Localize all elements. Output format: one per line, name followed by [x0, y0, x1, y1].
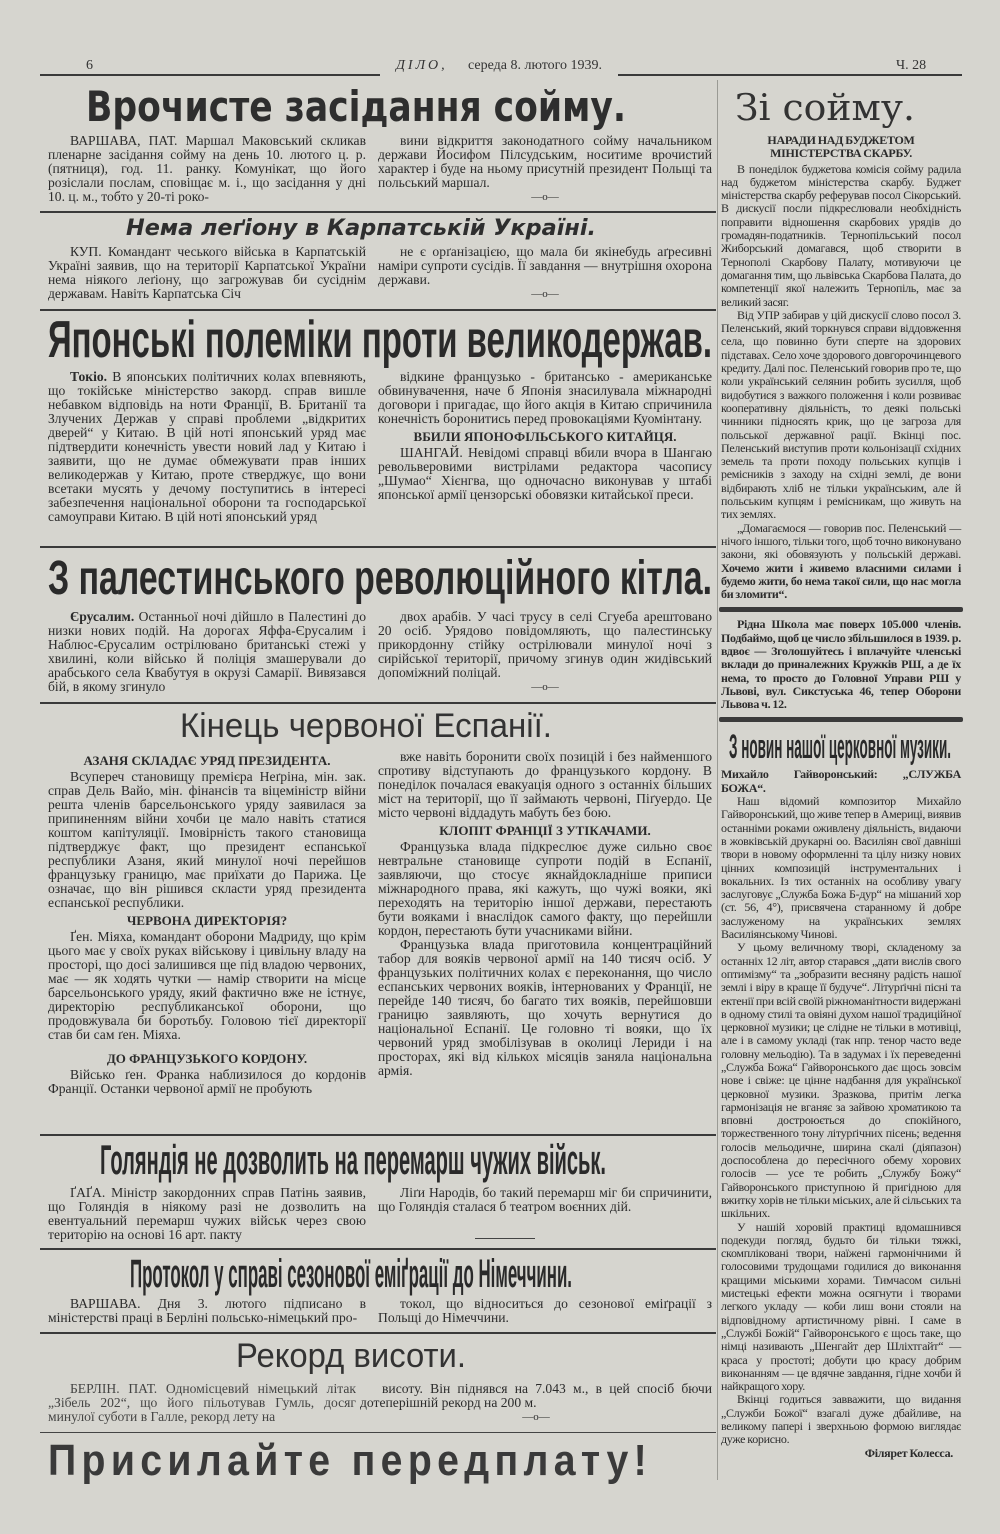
header-rule [40, 74, 380, 76]
article-body-col1: ҐАҐА. Міністр закордонних справ Патінь заявив, що Голяндія в ніякому разі не дозволить на евентуальний перемарш чужих військ через свою територію на основі 16 арт. пакту [48, 1186, 366, 1242]
headline-palestine: З палестинського революційного кітла. [48, 552, 712, 605]
article-body-col2: токол, що відноситься до сезонової еміґрації з Польщі до Німеччини. [378, 1297, 712, 1325]
section-divider [40, 546, 716, 548]
article-body-col2: вини відкриття законодатного сойму начальником держави Йосифом Пілсудським, носитиме врочистий характер і буде на ньому присутній президент Польщі та польський маршал. —o— [378, 134, 712, 203]
section-divider [40, 211, 716, 213]
section-divider [40, 1248, 716, 1250]
article-body-col1: АЗАНЯ СКЛАДАЄ УРЯД ПРЕЗИДЕНТА. Всупереч становищу премієра Неґріна, мін. зак. справ Дель Вайо, мін. фінансів та віцеміністр війни решта членів барсельонського уряду заявилася за припиненням війни хочби це мало навіть статися коштом капітуляції. Імовірність такого становища підтверджує факт, що президент еспанської республики Азаня, який минулої ночі перейшов французьку границю, має приїхати до Парижа. Це означає, що він рішився скласти уряд президента еспанської республики. ЧЕРВОНА ДИРЕКТОРІЯ? Ґен. Міяха, командант оборони Мадриду, що крім цього має у своїх руках військову і цивільну владу на просторі, що досі залишився ще під владою червоних, має — як ходять чутки — намір створити на місце барсельонського уряду, який фактично вже не істнує, директорію республиканської оборони, що продовжувала би боротьбу. Головою тієї директорії став би сам ґен. Міяха. ДО ФРАНЦУЗЬКОГО КОРДОНУ. Військо ґен. Франка наблизилося до кордонів Франції. Останки червоної армії не пробують [48, 753, 366, 1096]
headline-japan-polemics: Японські полеміки проти великодержав. [48, 311, 712, 369]
subheading: ДО ФРАНЦУЗЬКОГО КОРДОНУ. [106, 1051, 308, 1066]
column-divider [717, 80, 718, 1480]
section-divider [40, 1432, 716, 1433]
article-body-col2: Ліґи Народів, бо такий перемарш міг би спричинити, що Голяндія сталася б театром воєнних дій. [378, 1186, 712, 1214]
headline-altitude-record: Рекорд висоти. [236, 1337, 466, 1375]
subheading: НАРАДИ НАД БУДЖЕТОМ МІНІСТЕРСТВА СКАРБУ. [767, 133, 915, 161]
subscription-banner: Присилайте передплату! [48, 1436, 652, 1485]
article-body-col2: відкине французько - британсько - американське обвинувачення, наче б Японія знасилувала міжнародні договори і пригадає, що його акція в Китаю спричинила конечність боронитись перед провокаціями Куомінтану. ВБИЛИ ЯПОНОФІЛЬСЬКОГО КИТАЙЦЯ. ШАНГАЙ. Невідомі справці вбили вчора в Шангаю револьверовими вистрілами редактора часопису „Шумао“ Хієнгва, що одночасно виконував у штабі японської армії цензорські обовязки китайської преси. [378, 370, 712, 502]
music-article-body: Михайло Гайворонський: „СЛУЖБА БОЖА“. Наш відомий композитор Михайло Гайворонський, що живе тепер в Америці, виявив останніми роками оживлену діяльність, видаючи в жовківській друкарні оо. Василіян свої давніші твори в новому оформленні та цілу низку нових цінних композицій інструментальних і вокальних. Із тих останніх на особливу увагу заслуговує „Служба Божа Б-дур“ на мішаний хор (ст. 56, 4°), присвячена старанному й добре заслуженому на українських землях Василіянському Чинові. У цьому величному творі, складеному за останніх 12 літ, автор старався „дати вислів свого оптимізму“ та „зобразити весняну радість нашої землі і віру в краще її будуче“. Літурґічні пісні та ектенії при всій своїй ріжноманітности видержані в одному стилі та овіяні духом нашої традиційної церковної музики; це слідне не тільки в мотивіці, але і в самому укладі (так нпр. тенор часто веде головну мельодію). Та в задумах і їх переведенні „Служба Божа“ Гайворонського дає щось зовсім нове і свіже: це цінне надбання для української церковної музики. Зразкова, притім легка гармонізація не вганяє за зайвою хроматикою та вповні достроюється до спокійного, торжественного тону літурґічних пісень; ведення голосів мельодичне, ширина скалі (діяпазон) доспособлена до пересічного обему хорових голосів — усе те робить „Службу Божу“ Гайворонського приступною й пригідною для вжитку хорів не тільки міських, але й сільських та шкільних. У нашій хоровій практиці вдомашнився подекуди погляд, будьто би тільки тяжкі, скомпліковані твори, наїжені гармонічними й голосовими трудощами годилися до виконання кращими міськими хорами. Тимчасом сильні мистецькі ефекти можна осягнути і творами легкого укладу — коби лиш вони стояли на відповідному артистичному рівні. І саме в „Службі Божій“ Гайворонського є щось таке, що німці називають „Шенгайт дер Шліхтгайт“ — краса у простоті; добути цю красу добрим виконанням — це вдячне завдання, гідне хочби й найкращого хору. Вкінці годиться завважити, що видання „Служби Божої“ взагалі дуже дбайливе, на великому папері і зверхньою формою виглядає дуже корисно. Філярет Колесса. [721, 767, 961, 1460]
section-divider [40, 1332, 716, 1334]
page-number: 6 [86, 58, 93, 73]
article-body-col2: вже навіть боронити своїх позицій і без найменшого спротиву відступають до французького кордону. В понеділок почалася евакуація одного з останніх більших міст на території, що її займають червоні, Піґуердо. Це місто червоні віддадуть мабуть без бою. КЛОПІТ ФРАНЦІЇ З УТІКАЧАМИ. Французька влада підкреслює дуже сильно своє невтральне становище супроти подій в Еспанії, заявляючи, що стосує якнайдокладніше приписи міжнародного права, які кажуть, що чужі вояки, які переходять на територію іншої держави, перестають бути вояками і внаслідок самого факту, що перейшли кордон, перестають бути учасниками війни. Французька влада приготовила концентраційний табор для вояків червоної армії на 140 тисяч осіб. У французьких політичних колах є переконання, що число еспанських червоних вояків, інтернованих у Франції, не перейде 140 тисяч, бо багато тих вояків, перейшовши границю заявляють, що хочуть вернутися до національної Еспанії. Це головно ті вояки, що їх червоний уряд змобілізував в околиці Лериди і на просторах, які від кількох місяців заняла національна армія. [378, 750, 712, 1078]
author-signature: Філярет Колесса. [864, 1445, 953, 1460]
headline-holland: Голяндія не дозволить на перемарш чужих військ. [100, 1136, 606, 1183]
subheading: КЛОПІТ ФРАНЦІЇ З УТІКАЧАМИ. [439, 823, 651, 838]
article-body-col1: Токіо. В японських політичних колах впевняють, що токійське міністерство закорд. справ вишле небавком відповідь на ноти Франції, В. Британії та Злучених Держав у справі проблеми „відкритих дверей“ у Китаю. В цій ноті японський уряд має підтвердити конечність увести новий лад у Китаю і заявити, що не думає обмежувати прав інших великодержав у Китаю, проте стверджує, що вони всетаки мусять у дечому поступитись в інтересі забезпечення національної оборони та господарської самоуправи Китаю. В цій ноті японський уряд [48, 370, 366, 524]
article-body-col2: двох арабів. У часі трусу в селі Сгуеба арештовано 20 осіб. Урядово повідомляють, що палестинську прикордонну стійку острілювали минулої ночі з сирійської території, причому згинув один жидівський допоміжний поліцай. —o— [378, 610, 712, 693]
headline-carpathian-legion: Нема леґіону в Карпатській Україні. [126, 216, 596, 241]
notice-border-bottom [719, 717, 963, 722]
headline-sejm-session: Врочисте засідання сойму. [86, 82, 626, 131]
headline-church-music: З новин нашої церковної музики. [729, 728, 951, 767]
article-body-col2: не є орґанізацією, що мала би якінебудь аґресивні наміри супроти сусідів. Її завдання — внутрішня охорона держави. —o— [378, 245, 712, 300]
article-body-col1: КУП. Командант чеського війська в Карпатській Україні заявив, що на території Карпатської України нема ніякого леґіону, що загрожував би сусіднім державам. Навіть Карпатська Січ [48, 245, 366, 301]
byline: Михайло Гайворонський: „СЛУЖБА БОЖА“. [721, 767, 961, 795]
article-body-col1: ВАРШАВА. Дня 3. лютого підписано в міністерстві праці в Берліні польсько-німецький про- [48, 1297, 366, 1325]
newspaper-title: ДІЛО, [396, 58, 448, 73]
right-column [721, 88, 961, 1460]
headline-spain: Кінець червоної Еспанії. [180, 707, 552, 745]
header-rule [618, 74, 962, 76]
subheading: ЧЕРВОНА ДИРЕКТОРІЯ? [126, 913, 288, 928]
headline-from-sejm: Зі сойму. [735, 88, 915, 129]
sejm-article-body: НАРАДИ НАД БУДЖЕТОМ МІНІСТЕРСТВА СКАРБУ. В понеділок буджетова комісія сойму радила над буджетом міністерства скарбу. Буджет міністерства скарбу реферував посол Сікорський. В дискусії посли підкреслювали необхідність поправити відношення скарбових урядів до громадян-податників. Тернопільський посол Жиборський домагався, щоб створити в Тернополі Скарбову Палату, мотивуючи це домагання тим, що львівська Скарбова Палата, до компетенції якої належить Тернопіль, має за великий засяг. Від УПР забирав у цій дискусії слово посол З. Пеленський, який торкнувся справи віддовження села, що повинно бути сперте на здорових підставах. Село хоче здорового довгорочинцевого кредиту. Далі пос. Пеленський говорив про те, що коли український селянин робить зусилля, щоб видобутися з важкого положення і коли розвиває кооперативну діяльність, то деякі польські чинники підносять крик, що це загроза для польської державної рації. Вкінці пос. Пеленський виступив проти кольонізації східних земель та проти походу польських купців і ремісників з заходу на східні землі, де вони відбирають хліб не тільки українським, але й польським купцям і ремісникам, що живуть на тих землях. „Домагаємося — говорив пос. Пеленський — нічого іншого, тільки того, щоб точно виконувано закони, які обовязують у польській державі. Хочемо жити і живемо власними силами і будемо жити, бо нема такої сили, що нас могла би зломити“. [721, 133, 961, 602]
separator-dash [475, 1238, 535, 1239]
article-body-col2: висоту. Він піднявся на 7.043 м., в цей спосіб бючи дотеперішній рекорд на 200 м. —o— [360, 1382, 712, 1423]
ridna-shkola-notice: Рідна Школа має поверх 105.000 членів. Подбаймо, щоб це число збільшилося в 1939. р. вдвоє — Зголошуйтесь і вплачуйте членські вклади до приналежних Кружків РШ, а де їх нема, то просто до Головної Управи РШ у Львові, вул. Сикстуська 46, тепер Оборони Львова ч. 12. [721, 617, 961, 712]
section-divider [40, 702, 716, 704]
issue-number: Ч. 28 [896, 58, 927, 73]
article-body-col1: Єрусалим. Останньої ночі дійшло в Палестині до низки нових подій. На дорогах Яффа-Єрусалим і Наблюс-Єрусалим острілювано британські стежі у хвилині, коли військо й поліція змашерували до арабського села Квабутуя в окрузі Самарії. Вивязався бій, в якому згинуло [48, 610, 366, 694]
issue-date: середа 8. лютого 1939. [468, 58, 603, 73]
article-body-col1: БЕРЛІН. ПАТ. Одномісцевий німецький літак „Зібель 202“, що його пільотував Гумль, досяг минулої суботи в Галле, рекорд лету на [48, 1382, 356, 1424]
headline-emigration-protocol: Протокол у справі сезонової еміґрації до Німеччини. [130, 1252, 572, 1296]
subheading: ВБИЛИ ЯПОНОФІЛЬСЬКОГО КИТАЙЦЯ. [413, 429, 677, 444]
subheading: АЗАНЯ СКЛАДАЄ УРЯД ПРЕЗИДЕНТА. [83, 753, 331, 768]
notice-border-top [719, 607, 963, 612]
article-body-col1: ВАРШАВА, ПАТ. Маршал Маковський скликав пленарне засідання сойму на день 10. лютого ц. р. (пятниця), год. 11. ранку. Комунікат, що його розіслали послам, сповіщає м. і., що засідання у дні 10. ц. м., тобто у 20-ті роко- [48, 134, 366, 204]
